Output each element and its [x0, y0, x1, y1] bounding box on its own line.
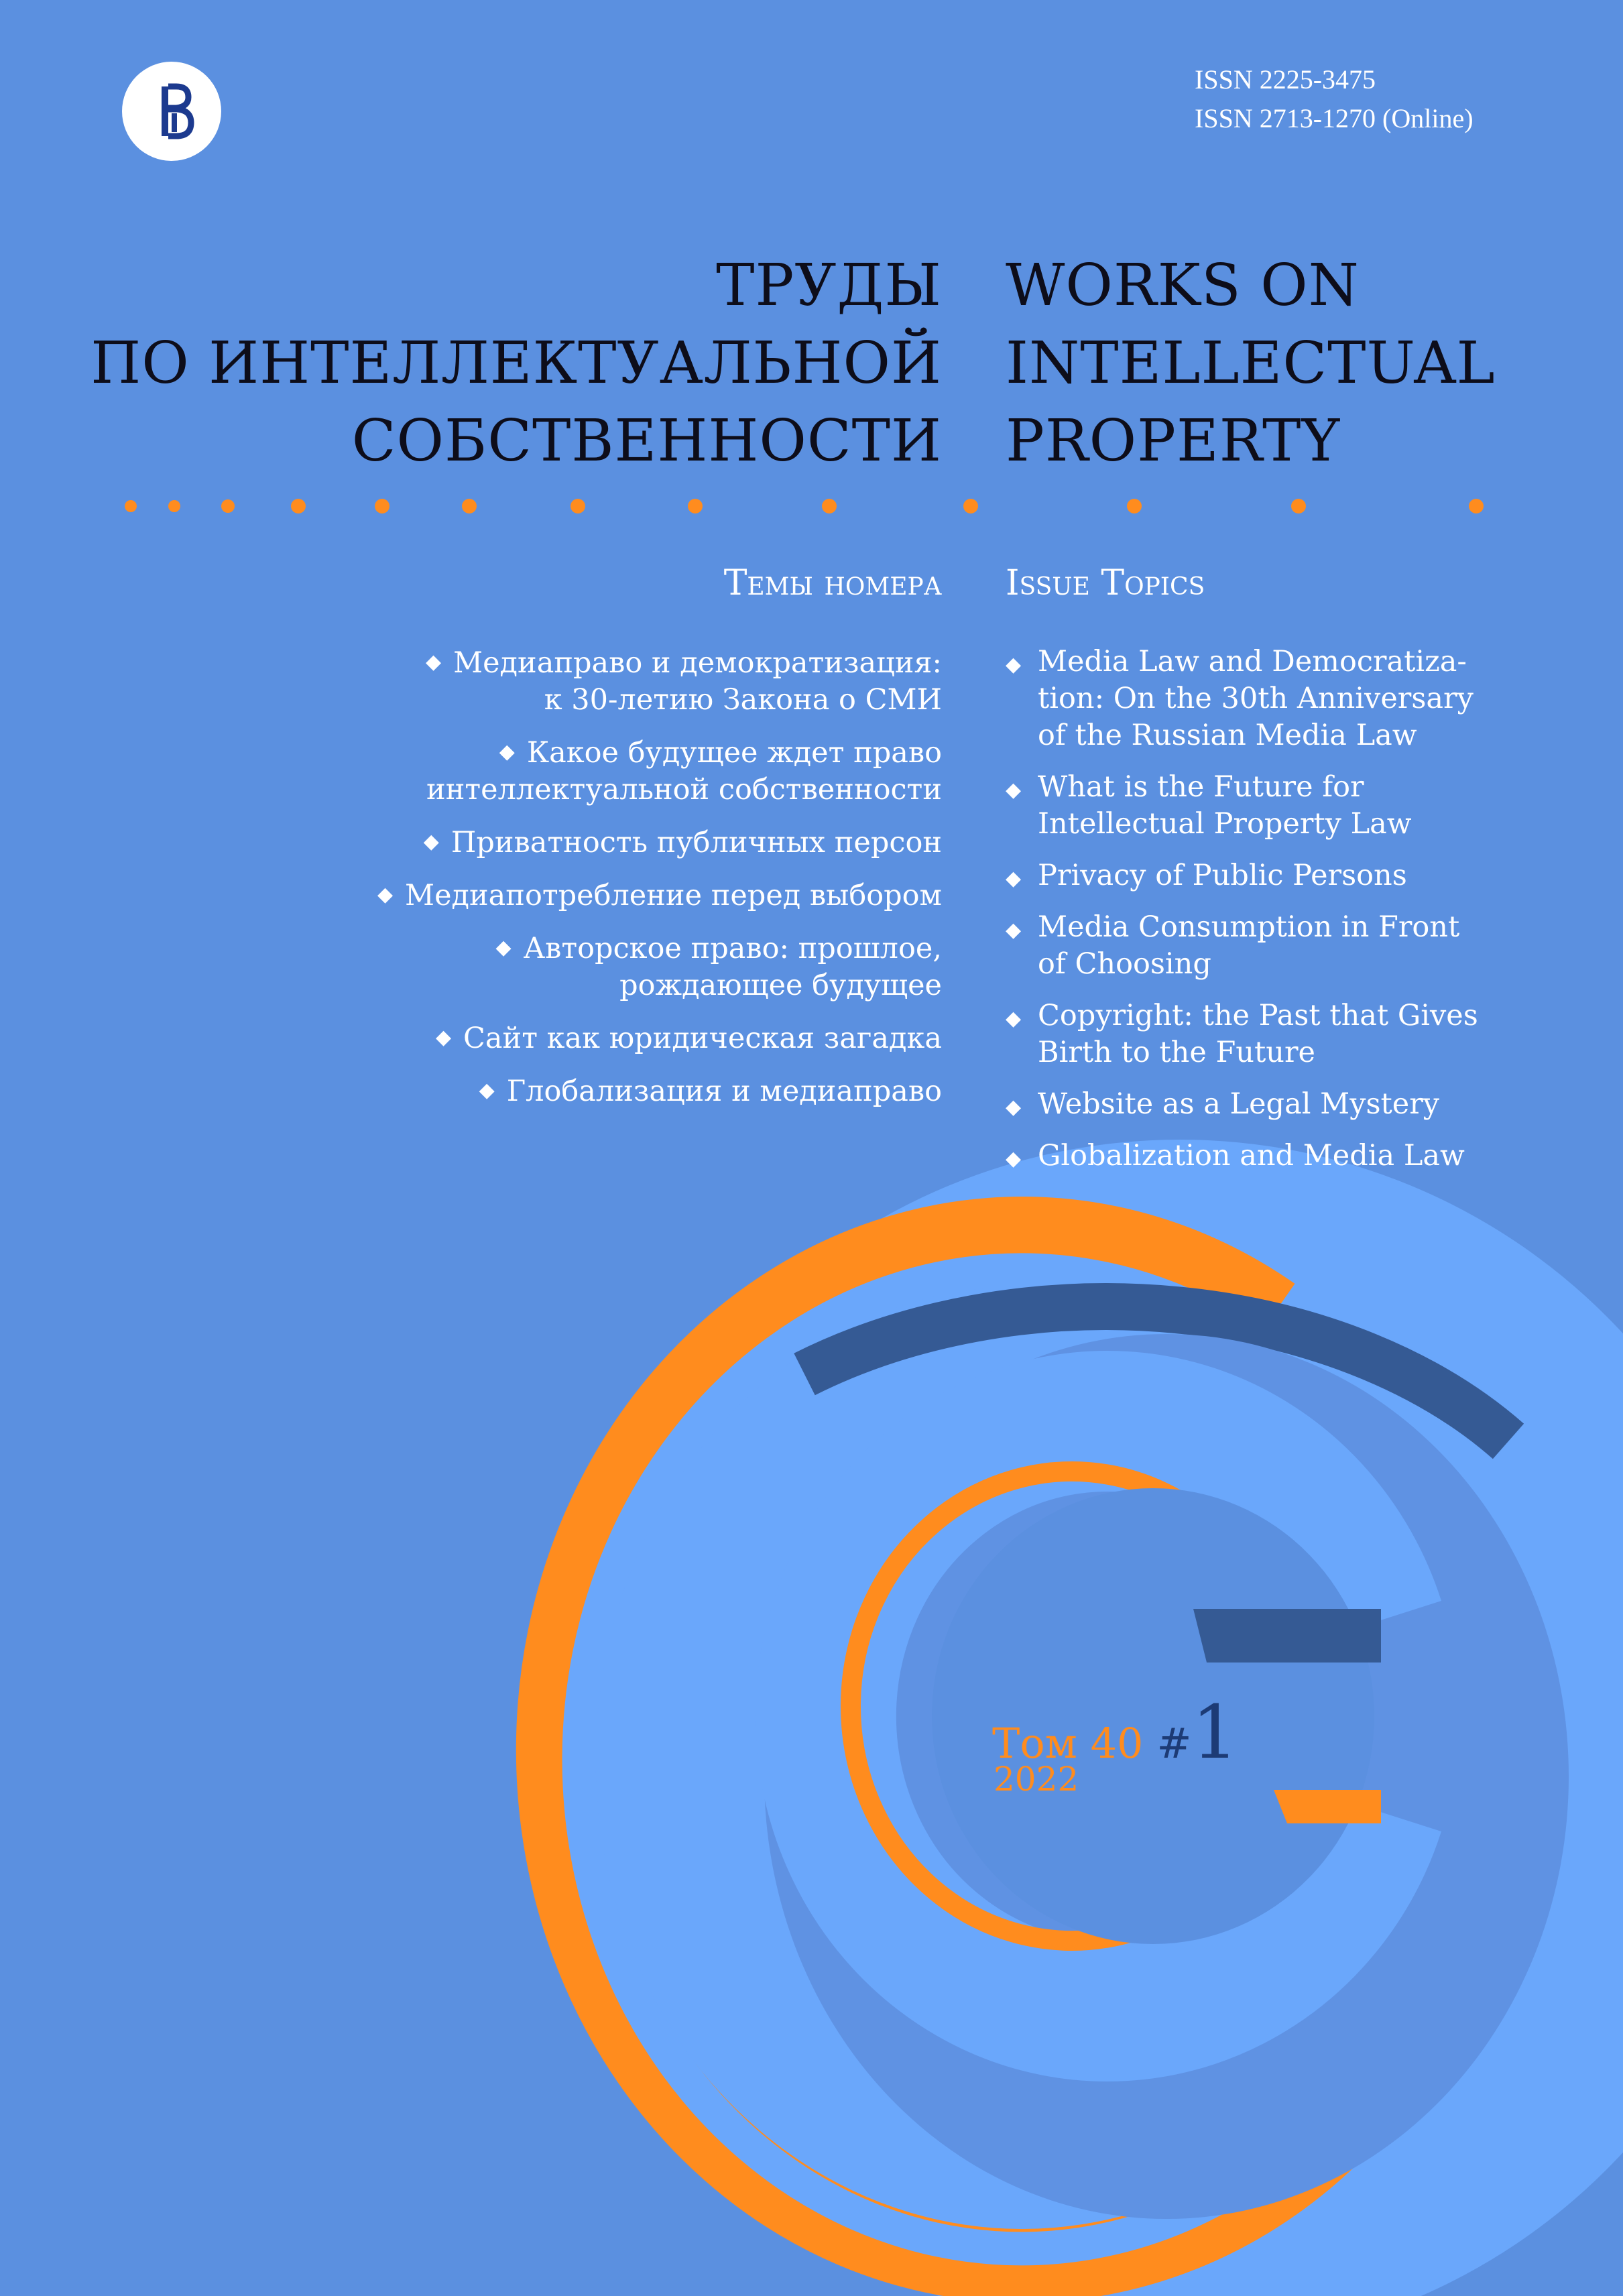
topics-heading-ru: Темы номера — [723, 563, 942, 603]
issue-number: 1 — [1191, 1689, 1239, 1775]
topic-item-en: ◆ Media Consumption in Front of Choosing — [1006, 910, 1460, 981]
diamond-bullet-icon: ◆ — [1006, 1007, 1022, 1030]
diamond-bullet-icon: ◆ — [1006, 778, 1022, 802]
topic-item-ru: ◆ Какое будущее ждет право интеллектуальной собственности — [426, 736, 942, 806]
diamond-bullet-icon: ◆ — [1006, 653, 1022, 676]
topics-list-ru — [298, 644, 942, 1125]
diamond-bullet-icon: ◆ — [1006, 918, 1022, 942]
volume-label: Том 40 — [992, 1719, 1144, 1768]
diamond-bullet-icon: ◆ — [377, 883, 394, 906]
hse-university-logo-icon — [135, 74, 208, 148]
journal-title-en — [1006, 247, 1496, 480]
c-tail-orange — [1274, 1790, 1381, 1823]
topic-item-ru: ◆ Приватность публичных персон — [423, 826, 942, 859]
issue-year: 2022 — [994, 1760, 1079, 1799]
diamond-bullet-icon: ◆ — [499, 740, 515, 764]
topic-item-ru: ◆ Глобализация и медиаправо — [479, 1075, 942, 1108]
topic-item-en: ◆ Website as a Legal Mystery — [1006, 1086, 1515, 1123]
issn-block — [1195, 60, 1474, 138]
issn-online: ISSN 2713-1270 (Online) — [1195, 103, 1474, 133]
diamond-bullet-icon: ◆ — [435, 1026, 452, 1049]
topics-heading-en: Issue Topics — [1006, 563, 1205, 603]
topic-item-ru: ◆ Медиапотребление перед выбором — [377, 879, 942, 912]
hse-logo — [122, 62, 221, 161]
c-tip-shadow — [1193, 1609, 1381, 1663]
diamond-bullet-icon: ◆ — [479, 1079, 495, 1102]
topic-item-en: ◆ What is the Future for Intellectual Property Law — [1006, 770, 1412, 841]
dotted-divider — [121, 496, 1495, 516]
title-en-line: PROPERTY — [1006, 408, 1341, 475]
issue-hash: # — [1156, 1719, 1192, 1768]
topic-item-en: ◆ Media Law and Democratiza- tion: On the 30th Anniversary of the Russian Media Law — [1006, 645, 1474, 752]
diamond-bullet-icon: ◆ — [1006, 1095, 1022, 1119]
diamond-bullet-icon: ◆ — [423, 830, 439, 853]
title-ru-line: ТРУДЫ — [716, 252, 942, 319]
topic-item-en: ◆ Privacy of Public Persons — [1006, 857, 1515, 894]
topic-item-ru: ◆ Сайт как юридическая загадка — [435, 1022, 942, 1055]
topics-list-en — [1006, 644, 1515, 1189]
title-en-line: WORKS ON — [1006, 252, 1360, 319]
diamond-bullet-icon: ◆ — [426, 650, 442, 674]
topic-item-ru: ◆ Медиаправо и демократизация: к 30-летию Закона о СМИ — [426, 646, 942, 717]
topic-item-ru: ◆ Авторское право: прошлое, рождающее будущее — [495, 932, 942, 1002]
topic-item-en: ◆ Copyright: the Past that Gives Birth to the Future — [1006, 999, 1478, 1069]
journal-title-ru — [91, 247, 942, 480]
title-en-line: INTELLECTUAL — [1006, 330, 1496, 397]
topic-item-en: ◆ Globalization and Media Law — [1006, 1138, 1515, 1174]
issn-print: ISSN 2225-3475 — [1195, 64, 1376, 95]
title-ru-line: ПО ИНТЕЛЛЕКТУАЛЬНОЙ — [91, 330, 942, 397]
diamond-bullet-icon: ◆ — [1006, 1147, 1022, 1170]
diamond-bullet-icon: ◆ — [1006, 867, 1022, 890]
title-ru-line: СОБСТВЕННОСТИ — [351, 408, 942, 475]
diamond-bullet-icon: ◆ — [495, 936, 512, 959]
